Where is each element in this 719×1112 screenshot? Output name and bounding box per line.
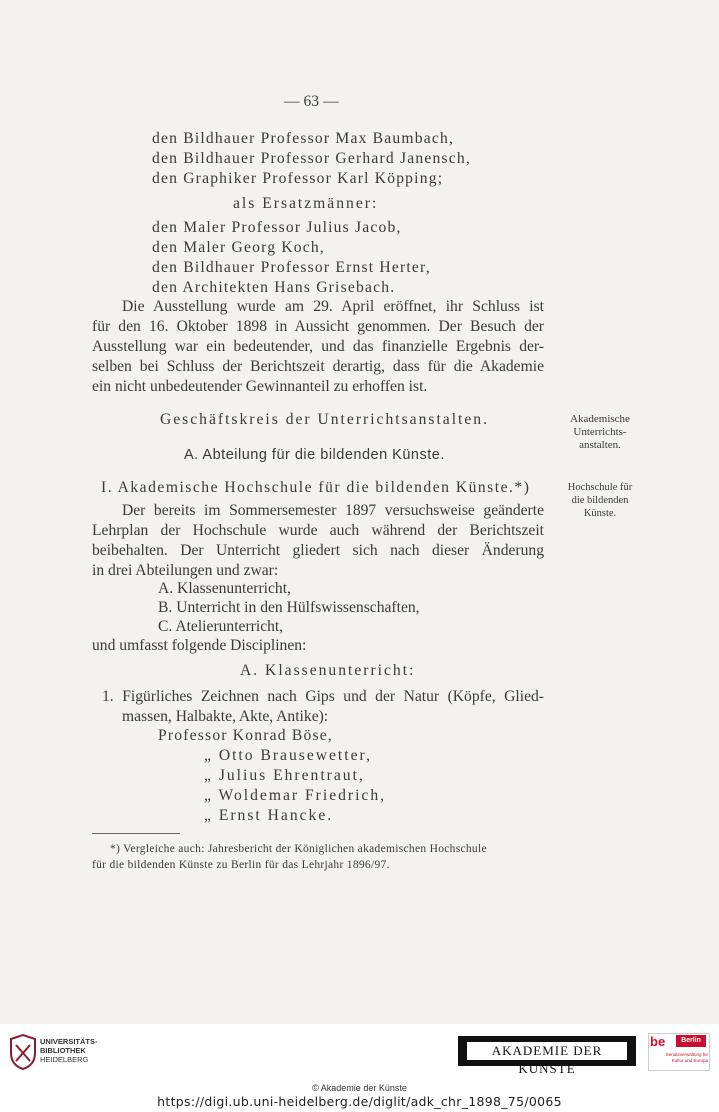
division-item: B. Unterricht in den Hülfswissenschaften, [158,599,420,616]
text-line: den Graphiker Professor Karl Köpping; [152,170,444,187]
disciplines-intro: und umfasst folgende Disciplinen: [92,637,307,654]
text-line: den Maler Professor Julius Jacob, [152,219,402,236]
klassen-heading: A. Klassenunterricht: [240,662,416,679]
subheading: A. Abteilung für die bildenden Künste. [184,447,445,463]
division-item: A. Klassenunterricht, [158,580,291,597]
text-line: den Architekten Hans Grisebach. [152,279,396,296]
university-library-name[interactable]: UNIVERSITÄTS- BIBLIOTHEK HEIDELBERG [40,1037,98,1064]
paragraph-line: für den 16. Oktober 1898 in Aussicht genommen. Der Besuch der [92,318,544,335]
footnote-line: *) Vergleiche auch: Jahresbericht der Königlichen akademischen Hochschule [110,843,487,855]
professor-line: „ Woldemar Friedrich, [204,787,387,804]
berlin-logo-icon: be [650,1034,666,1049]
berlin-tag: Berlin [676,1035,706,1047]
professor-line: Professor Konrad Böse, [158,727,333,744]
page-url[interactable]: https://digi.ub.uni-heidelberg.de/diglit/adk_chr_1898_75/0065 [157,1094,562,1109]
list-item: 1. Figürliches Zeichnen nach Gips und der Natur (Köpfe, Glied- [102,688,544,705]
paragraph-line: Lehrplan der Hochschule wurde auch während der Berichtszeit [92,522,544,539]
margin-note: Hochschule für die bildenden Künste. [567,482,633,519]
ersatz-heading: als Ersatzmänner: [233,195,379,212]
paragraph-line: ein nicht unbedeutender Gewinnanteil zu erhoffen ist. [92,378,428,395]
paragraph-line: beibehalten. Der Unterricht gliedert sich nach dieser Änderung [92,542,544,559]
text-line: den Bildhauer Professor Gerhard Janensch, [152,150,471,167]
professor-line: „ Ernst Hancke. [204,807,334,824]
akademie-logo[interactable]: AKADEMIE DER KÜNSTE [466,1041,628,1061]
university-library-logo-icon[interactable] [8,1033,38,1071]
paragraph-line: in drei Abteilungen und zwar: [92,562,279,579]
section-i-heading: I. Akademische Hochschule für die bildenden Künste.*) [101,479,531,496]
professor-line: „ Otto Brausewetter, [204,747,372,764]
berlin-subtitle: Senatsverwaltung für Kultur und Europa [665,1052,708,1063]
margin-note: Akademische Unterrichts- anstalten. [570,413,630,451]
footnote-line: für die bildenden Künste zu Berlin für das Lehrjahr 1896/97. [92,859,390,871]
footnote-rule [92,833,180,834]
paragraph-line: Der bereits im Sommersemester 1897 versuchsweise geänderte [122,502,544,519]
section-heading: Geschäftskreis der Unterrichtsanstalten. [160,411,489,428]
text-line: den Maler Georg Koch, [152,239,326,256]
division-item: C. Atelierunterricht, [158,618,284,635]
list-item-continued: massen, Halbakte, Akte, Antike): [122,708,329,725]
text-line: den Bildhauer Professor Max Baumbach, [152,130,455,147]
paragraph-line: selben bei Schluss der Berichtszeit derartig, dass für die Akademie [92,358,544,375]
paragraph-line: Ausstellung war ein bedeutender, und das finanzielle Ergebnis der- [92,338,544,355]
page-number: — 63 — [284,93,339,110]
copyright: © Akademie der Künste [312,1083,407,1093]
paragraph-line: Die Ausstellung wurde am 29. April eröffnet, ihr Schluss ist [122,298,544,315]
text-line: den Bildhauer Professor Ernst Herter, [152,259,431,276]
professor-line: „ Julius Ehrentraut, [204,767,365,784]
